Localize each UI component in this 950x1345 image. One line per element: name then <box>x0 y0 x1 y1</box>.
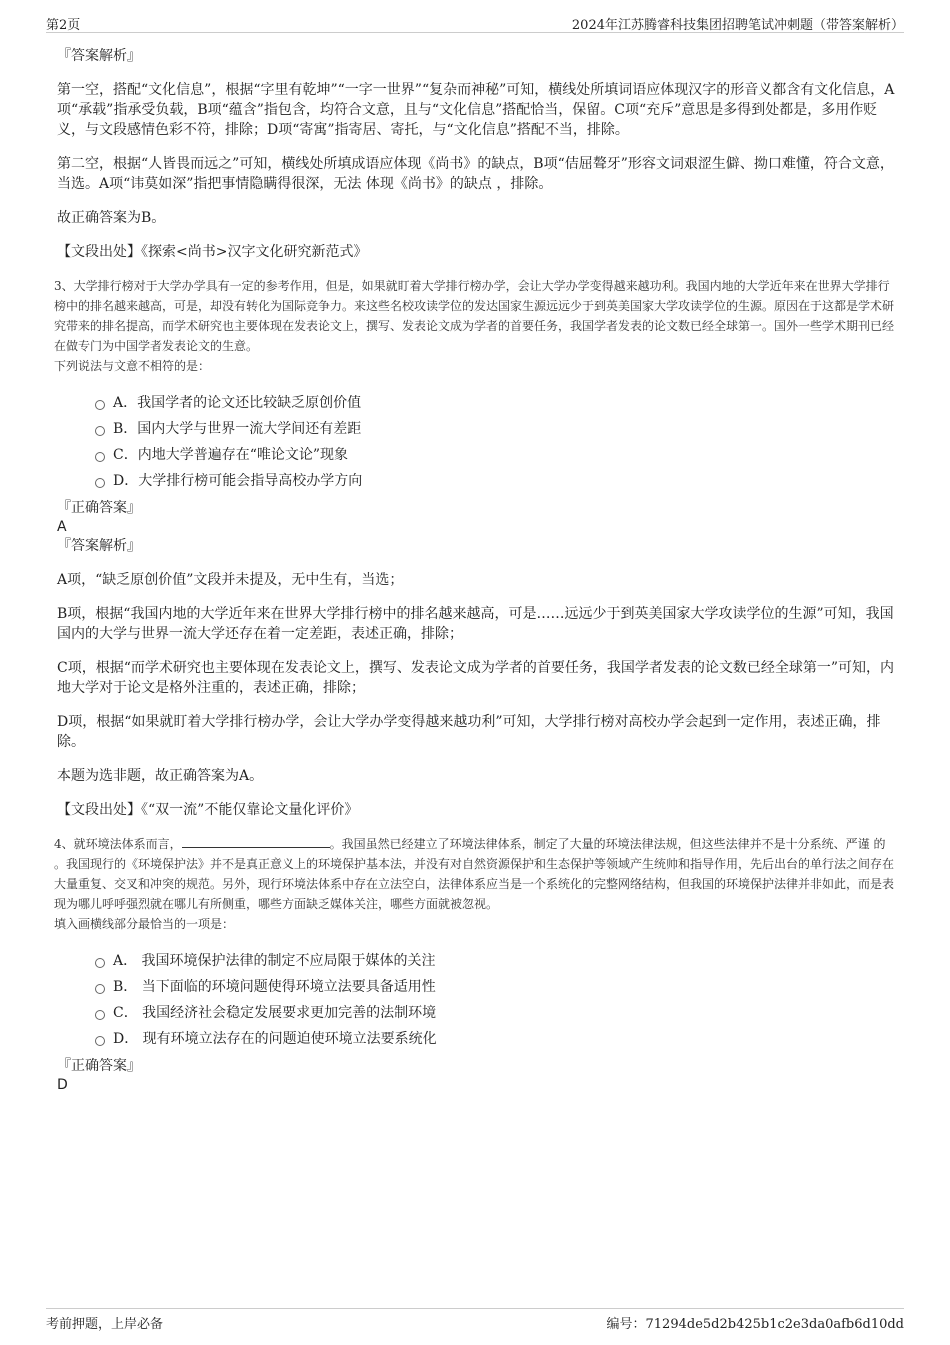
radio-icon[interactable] <box>95 984 105 994</box>
q4-option-d[interactable] <box>95 1026 895 1052</box>
q3-analysis-d: D项，根据“如果就盯着大学排行榜办学，会让大学办学变得越来越功利”可知，大学排行榜对高校办学会起到一定作用，表述正确，排除。 <box>57 714 881 750</box>
q4-option-c[interactable] <box>95 1000 895 1026</box>
q3-analysis-a: A项，“缺乏原创价值”文段并未提及，无中生有，当选； <box>57 572 404 588</box>
q2-source: 【文段出处】《探索<尚书>汉字文化研究新范式》 <box>57 244 368 260</box>
q2-analysis-label: 『答案解析』 <box>57 48 141 64</box>
q4-blank <box>182 835 330 848</box>
q2-analysis-p1: 第一空，搭配“文化信息”，根据“字里有乾坤”“一字一世界”“复杂而神秘”可知，横线处所填词语应体现汉字的形音义都含有文化信息，A项“承载”指承受负载，B项“蕴含”指包含，均符合文意，且与“文化信息”搭配恰当，保留。C项“充斥”意思是多得到处都是，多用作贬义，与文段感情色彩不符，排除；D项“寄寓”指寄居、寄托，与“文化信息”搭配不当，排除。 <box>57 82 895 138</box>
option-label: D．大学排行榜可能会指导高校办学方向 <box>113 473 363 489</box>
q3-correct-answer: A <box>57 519 67 535</box>
radio-icon[interactable] <box>95 1036 105 1046</box>
q3-options <box>95 390 895 494</box>
page-footer <box>46 1308 904 1332</box>
q4-text-after: 。我国虽然已经建立了环境法律体系，制定了大量的环境法律法规，但这些法律并不是十分系统、严谨 的 。我国现行的《环境保护法》并不是真正意义上的环境保护基本法，并没有对自然资源保护和生态保护等领域产生统帅和指导作用，先后出台的单行法之间存在大量重复、交叉和冲突的规范。另外，现行环境法体系中存在立法空白，法律体系应当是一个系统化的完整网络结构，但我国的环境保护法律并非如此，而是表现为哪儿呼呼强烈就在哪儿有所侧重，哪些方面缺乏媒体关注，哪些方面就被忽视。 <box>54 837 895 911</box>
q3-prompt: 下列说法与文意不相符的是： <box>54 359 211 373</box>
q3-text: 3、大学排行榜对于大学办学具有一定的参考作用，但是，如果就盯着大学排行榜办学，会让大学办学变得越来越功利。我国内地的大学近年来在世界大学排行榜中的排名越来越高，可是，却没有转化为国际竞争力。来这些名校攻读学位的发达国家生源远远少于到英美国家大学攻读学位的生源。原因在于这都是学术研究带来的排名提高，而学术研究也主要体现在发表论文上，撰写、发表论文成为学者的首要任务，我国学者发表的论文数已经全球第一。国外一些学术期刊已经在做专门为中国学者发表论文的生意。 <box>54 279 895 353</box>
footer-slogan: 考前押题，上岸必备 <box>46 1317 164 1332</box>
q3-analysis-b: B项，根据“我国内地的大学近年来在世界大学排行榜中的排名越来越高，可是……远远少于到英美国家大学攻读学位的生源”可知，我国国内的大学与世界一流大学还存在着一定差距，表述正确，排除； <box>57 606 894 642</box>
radio-icon[interactable] <box>95 478 105 488</box>
q3-analysis-c: C项，根据“而学术研究也主要体现在发表论文上，撰写、发表论文成为学者的首要任务，我国学者发表的论文数已经全球第一”可知，内地大学对于论文是格外注重的，表述正确，排除； <box>57 660 895 696</box>
option-label: C．内地大学普遍存在“唯论文论”现象 <box>113 447 349 463</box>
q4-text-before: 4、就环境法体系而言， <box>54 837 182 851</box>
q4-correct-label: 『正确答案』 <box>57 1058 141 1074</box>
main-content <box>54 46 895 1094</box>
radio-icon[interactable] <box>95 426 105 436</box>
q2-analysis-p2: 第二空，根据“人皆畏而远之”可知，横线处所填成语应体现《尚书》的缺点，B项“佶屈聱牙”形容文词艰涩生僻、拗口难懂，符合文意，当选。A项“讳莫如深”指把事情隐瞒得很深，无法 体现《尚书》的缺点 ，排除。 <box>57 156 894 192</box>
q2-conclusion: 故正确答案为B。 <box>57 210 166 226</box>
radio-icon[interactable] <box>95 400 105 410</box>
radio-icon[interactable] <box>95 958 105 968</box>
q4-option-a[interactable] <box>95 948 895 974</box>
option-label: A．我国学者的论文还比较缺乏原创价值 <box>113 395 362 411</box>
q3-correct-label: 『正确答案』 <box>57 500 141 516</box>
option-label: A． 我国环境保护法律的制定不应局限于媒体的关注 <box>113 953 436 969</box>
document-title: 2024年江苏腾睿科技集团招聘笔试冲刺题（带答案解析） <box>571 18 904 33</box>
q4-text <box>54 834 895 914</box>
q3-option-d[interactable] <box>95 468 895 494</box>
option-label: B．国内大学与世界一流大学间还有差距 <box>113 421 362 437</box>
page-header <box>46 12 904 33</box>
q3-analysis-label: 『答案解析』 <box>57 538 141 554</box>
option-label: B． 当下面临的环境问题使得环境立法要具备适用性 <box>113 979 436 995</box>
q3-option-a[interactable] <box>95 390 895 416</box>
q3-option-b[interactable] <box>95 416 895 442</box>
q4-correct-answer: D <box>57 1077 68 1093</box>
q4-prompt: 填入画横线部分最恰当的一项是： <box>54 917 235 931</box>
page-number: 第2页 <box>46 18 81 33</box>
q3-source: 【文段出处】《“双一流”不能仅靠论文量化评价》 <box>57 802 359 818</box>
radio-icon[interactable] <box>95 452 105 462</box>
option-label: D． 现有环境立法存在的问题迫使环境立法要系统化 <box>113 1031 437 1047</box>
q3-option-c[interactable] <box>95 442 895 468</box>
document-id: 编号：71294de5d2b425b1c2e3da0afb6d10dd <box>606 1317 904 1332</box>
q3-conclusion: 本题为选非题，故正确答案为A。 <box>57 768 264 784</box>
q4-options <box>95 948 895 1052</box>
q4-option-b[interactable] <box>95 974 895 1000</box>
option-label: C． 我国经济社会稳定发展要求更加完善的法制环境 <box>113 1005 437 1021</box>
radio-icon[interactable] <box>95 1010 105 1020</box>
